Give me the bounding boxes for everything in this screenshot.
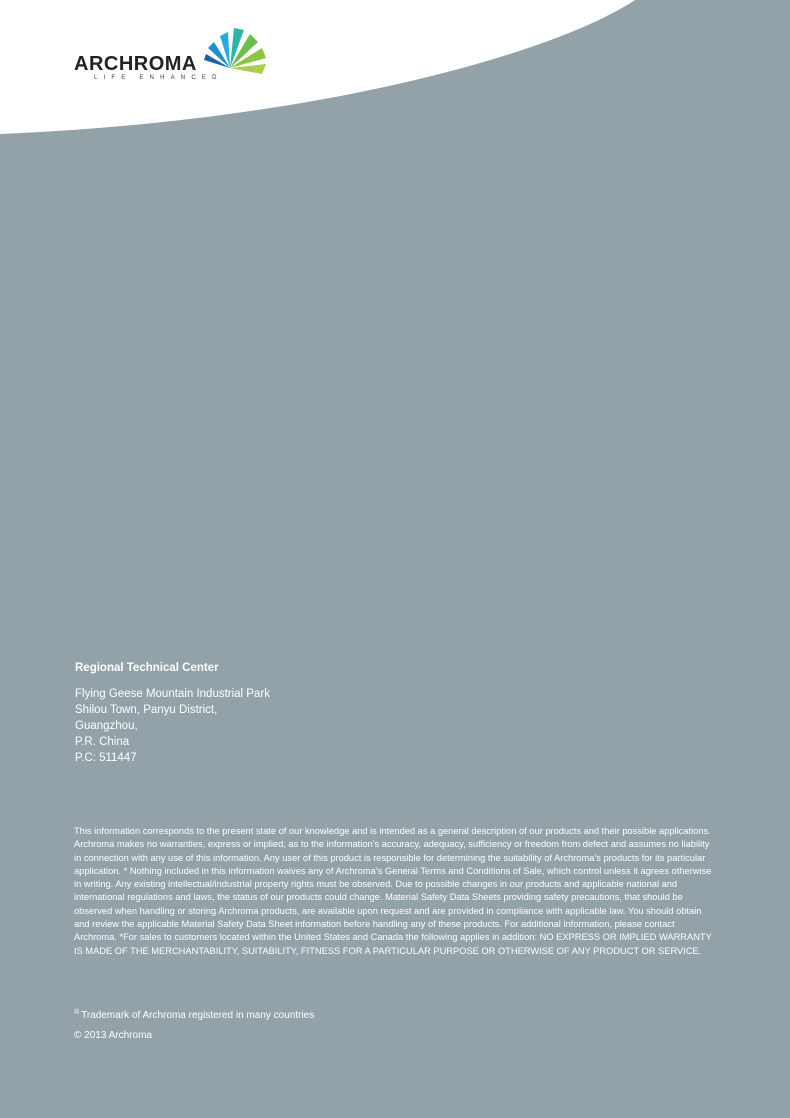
trademark-symbol: ® [74,1009,80,1016]
archroma-logo [74,26,274,86]
copyright-note: © 2013 Archroma [74,1030,152,1041]
address-block [75,660,675,766]
trademark-text: Trademark of Archroma registered in many countries [81,1010,315,1021]
address-line: P.R. China [75,736,130,748]
address-title: Regional Technical Center [75,662,219,674]
logo-wordmark: ARCHROMA [74,53,197,75]
address-line: Shilou Town, Panyu District, [75,704,218,716]
address-line: Guangzhou, [75,720,138,732]
address-line: Flying Geese Mountain Industrial Park [75,688,270,700]
trademark-note [74,1006,314,1022]
address-line: P.C: 511447 [75,752,137,764]
logo-tagline: LIFE ENHANCED [94,75,223,81]
disclaimer-text: This information corresponds to the present state of our knowledge and is intended as a general description of our products and their possible applications. Archroma makes no warranties, express or implied, as to the information’s accuracy, adequacy, sufficiency or freedom from defect and assumes no liability in connection with any use of this information. Any user of this product is responsible for determining the suitability of Archroma’s products for its particular application. * Nothing included in this information waives any of Archroma’s General Terms and Conditions of Sale, which control unless it agrees otherwise in writing. Any existing intellectual/industrial property rights must be observed. Due to possible changes in our products and applicable national and international regulations and laws, the status of our products could change. Material Safety Data Sheets providing safety precautions, that should be observed when handling or storing Archroma products, are available upon request and are provided in compliance with applicable law. You should obtain and review the applicable Material Safety Data Sheet information before handling any of these products. For additional information, please contact Archroma. *For sales to customers located within the United States and Canada the following applies in addition: NO EXPRESS OR IMPLIED WARRANTY IS MADE OF THE MERCHANTABILITY, SUITABILITY, FITNESS FOR A PARTICULAR PURPOSE OR OTHERWISE OF ANY PRODUCT OR SERVICE. [74,826,712,956]
logo-fan-icon [200,26,270,78]
